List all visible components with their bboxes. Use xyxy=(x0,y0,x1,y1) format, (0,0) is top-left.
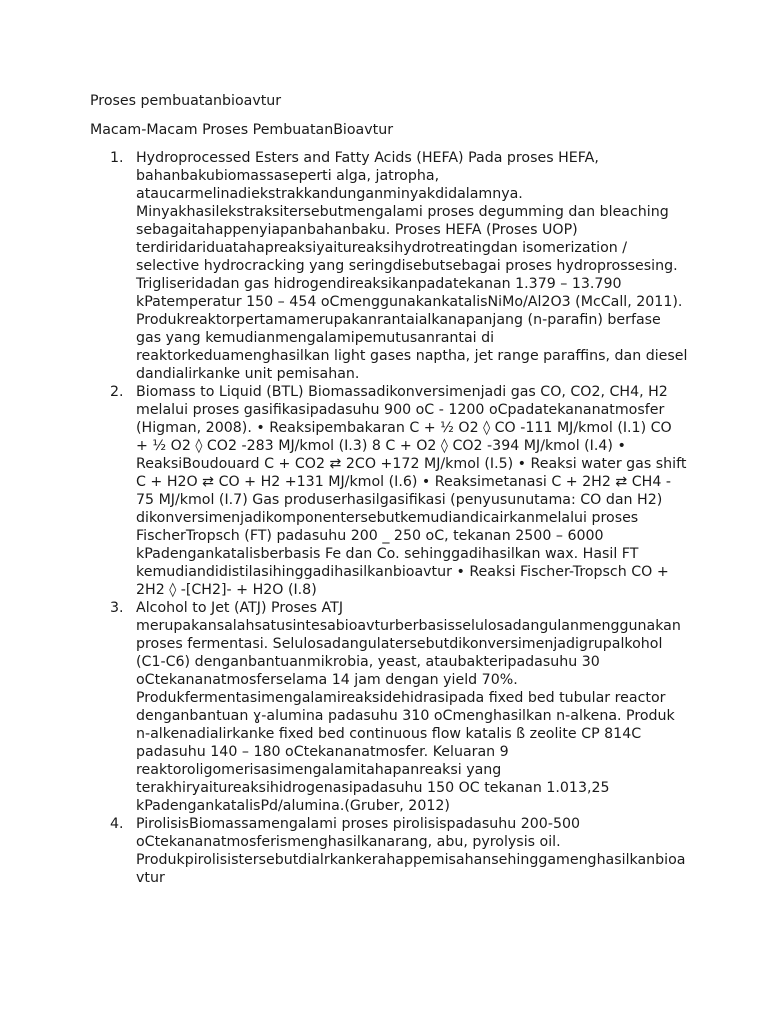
document-title: Proses pembuatanbioavtur xyxy=(90,93,282,109)
list-item-number: 3. xyxy=(110,600,124,616)
list-item-text: Alcohol to Jet (ATJ) Proses ATJ merupakansalahsatusintesabioavturberbasisselulosadangulanmenggunakan proses fermentasi. Selulosadangulatersebutdikonversimenjadigrupalkohol (C1-C6) denganbantuanmikrobia, yeast, ataubakteripadasuhu 30 oCtekananatmosferselama 14 jam dengan yield 70%. Produkfermentasimengalamireaksidehidrasipada fixed bed tubular reactor denganbantuan ɣ-alumina padasuhu 310 oCmenghasilkan n-alkena. Produk n-alkenadialirkanke fixed bed continuous flow katalis ß zeolite CP 814C padasuhu 140 – 180 oCtekananatmosfer. Keluaran 9 reaktoroligomerisasimengalamitahapanreaksi yang terakhiryaitureaksihidrogenasipadasuhu 150 OC tekanan 1.013,25 kPadengankatalisPd/alumina.(Gruber, 2012) xyxy=(136,600,681,814)
list-item-atj xyxy=(90,599,688,815)
section-heading: Macam-Macam Proses PembuatanBioavtur xyxy=(90,122,394,138)
list-item-pirolisis xyxy=(90,815,688,887)
list-item-number: 1. xyxy=(110,150,124,166)
list-item-text: Hydroprocessed Esters and Fatty Acids (HEFA) Pada proses HEFA, bahanbakubiomassaseperti alga, jatropha, ataucarmelinadiekstrakkandunganminyakdidalamnya. Minyakhasilekstraksitersebutmengalami proses degumming dan bleaching sebagaitahappenyiapanbahanbaku. Proses HEFA (Proses UOP) terdiridariduatahapreaksiyaitureaksihydrotreatingdan isomerization / selective hydrocracking yang seringdisebutsebagai proses hydroprossesing. Trigliseridadan gas hidrogendireaksikanpadatekanan 1.379 – 13.790 kPatemperatur 150 – 454 oCmenggunakankatalisNiMo/Al2O3 (McCall, 2011). Produkreaktorpertamamerupakanrantaialkanapanjang (n-parafin) berfase gas yang kemudianmengalamipemutusanrantai di reaktorkeduamenghasilkan light gases naptha, jet range paraffins, dan diesel dandialirkanke unit pemisahan. xyxy=(136,150,688,382)
list-item-number: 2. xyxy=(110,384,124,400)
list-item-btl xyxy=(90,383,688,599)
list-item-hefa xyxy=(90,149,688,383)
list-item-text: PirolisisBiomassamengalami proses pirolisispadasuhu 200-500 oCtekananatmosferismenghasilkanarang, abu, pyrolysis oil. Produkpirolisistersebutdialrkankerahappemisahansehinggamenghasilkanbioavtur xyxy=(136,816,686,886)
list-item-text: Biomass to Liquid (BTL) Biomassadikonversimenjadi gas CO, CO2, CH4, H2 melalui proses gasifikasipadasuhu 900 oC - 1200 oCpadatekananatmosfer (Higman, 2008). • Reaksipembakaran C + ½ O2 ◊ CO -111 MJ/kmol (I.1) CO + ½ O2 ◊ CO2 -283 MJ/kmol (I.3) 8 C + O2 ◊ CO2 -394 MJ/kmol (I.4) • ReaksiBoudouard C + CO2 ⇄ 2CO +172 MJ/kmol (I.5) • Reaksi water gas shift C + H2O ⇄ CO + H2 +131 MJ/kmol (I.6) • Reaksimetanasi C + 2H2 ⇄ CH4 - 75 MJ/kmol (I.7) Gas produserhasilgasifikasi (penyusunutama: CO dan H2) dikonversimenjadikomponentersebutkemudiandicairkanmelalui proses FischerTropsch (FT) padasuhu 200 _ 250 oC, tekanan 2500 – 6000 kPadengankatalisberbasis Fe dan Co. sehinggadihasilkan wax. Hasil FT kemudiandidistilasihinggadihasilkanbioavtur • Reaksi Fischer-Tropsch CO + 2H2 ◊ -[CH2]- + H2O (I.8) xyxy=(136,384,687,598)
process-list xyxy=(90,149,688,887)
list-item-number: 4. xyxy=(110,816,124,832)
